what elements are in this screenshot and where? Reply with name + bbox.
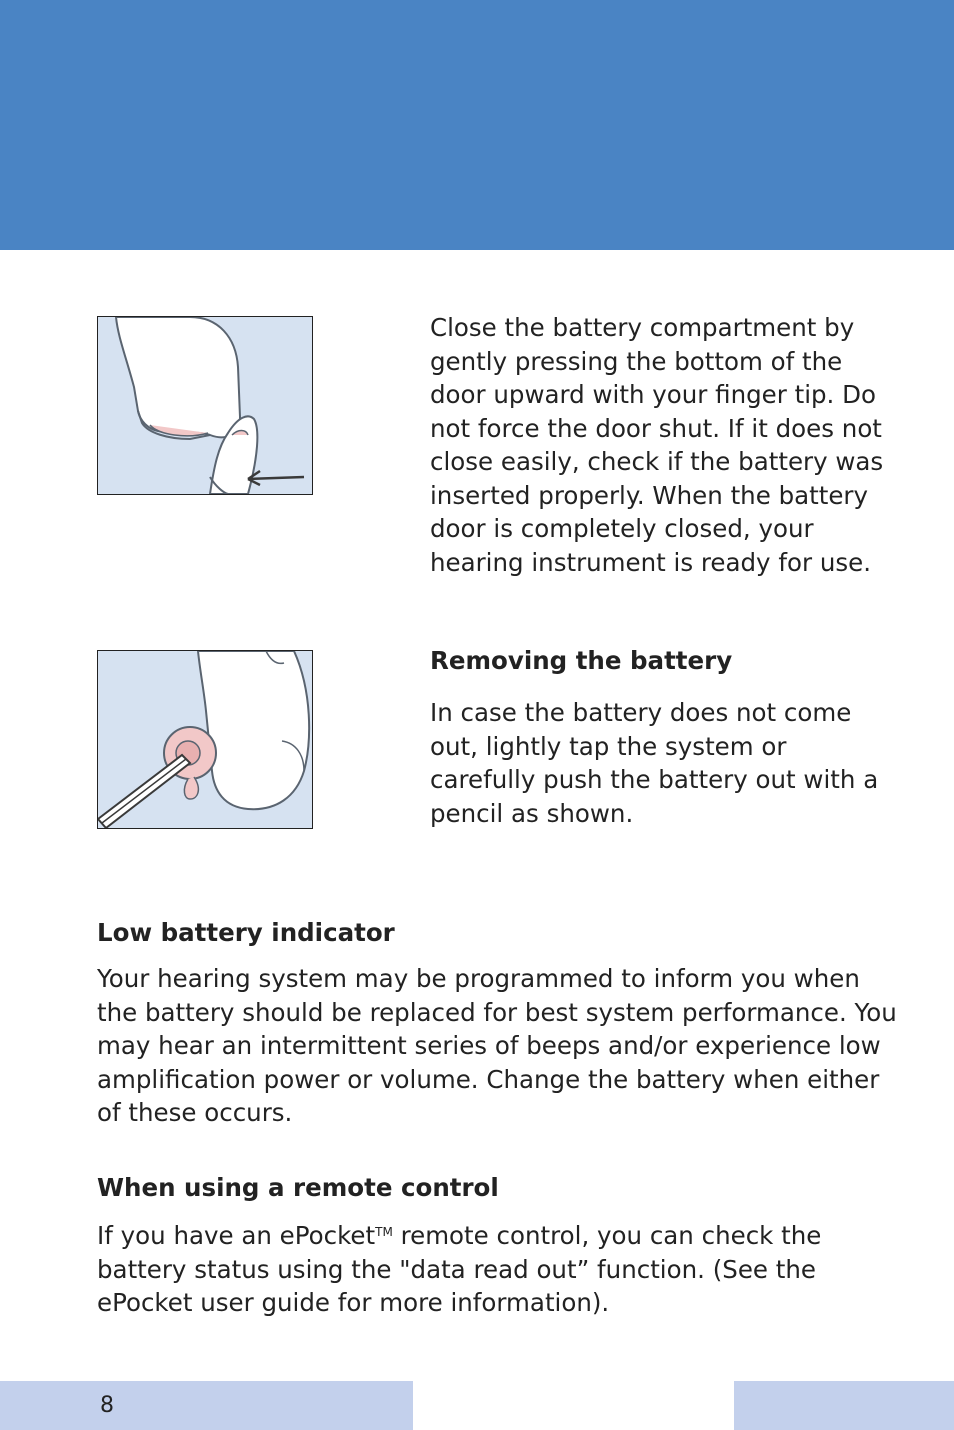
closing-door-illustration <box>97 316 313 495</box>
closing-paragraph: Close the battery compartment by gently pressing the bottom of the door upward with your finger tip. Do not force the door shut. If it does not close easily, check if the battery was inserted properly. When the battery door is completely closed, your hearing instrument is ready for use. <box>430 313 884 577</box>
page-number: 8 <box>100 1393 114 1418</box>
header-band <box>0 0 954 250</box>
removing-battery-illustration <box>97 650 313 829</box>
remote-text-part1: If you have an ePocket <box>97 1221 376 1250</box>
remote-paragraph <box>97 1216 897 1320</box>
remote-heading: When using a remote control <box>97 1173 499 1202</box>
footer-band-left <box>0 1381 413 1430</box>
removing-paragraph: In case the battery does not come out, lightly tap the system or carefully push the battery out with a pencil as shown. <box>430 698 879 828</box>
low-battery-heading: Low battery indicator <box>97 918 395 947</box>
finger-closing-door-icon <box>98 317 312 494</box>
removing-heading: Removing the battery <box>430 646 733 675</box>
footer-band-right <box>734 1381 954 1430</box>
trademark-mark: TM <box>375 1225 393 1239</box>
remote-text-part2: remote control, you can check the battery status using the "data read out” function. (See the ePocket user guide for more information). <box>97 1221 822 1317</box>
low-battery-paragraph: Your hearing system may be programmed to inform you when the battery should be replaced for best system performance. You may hear an intermittent series of beeps and/or experience low amplification power or volume. Change the battery when either of these occurs. <box>97 964 897 1127</box>
pencil-battery-icon <box>98 651 312 828</box>
